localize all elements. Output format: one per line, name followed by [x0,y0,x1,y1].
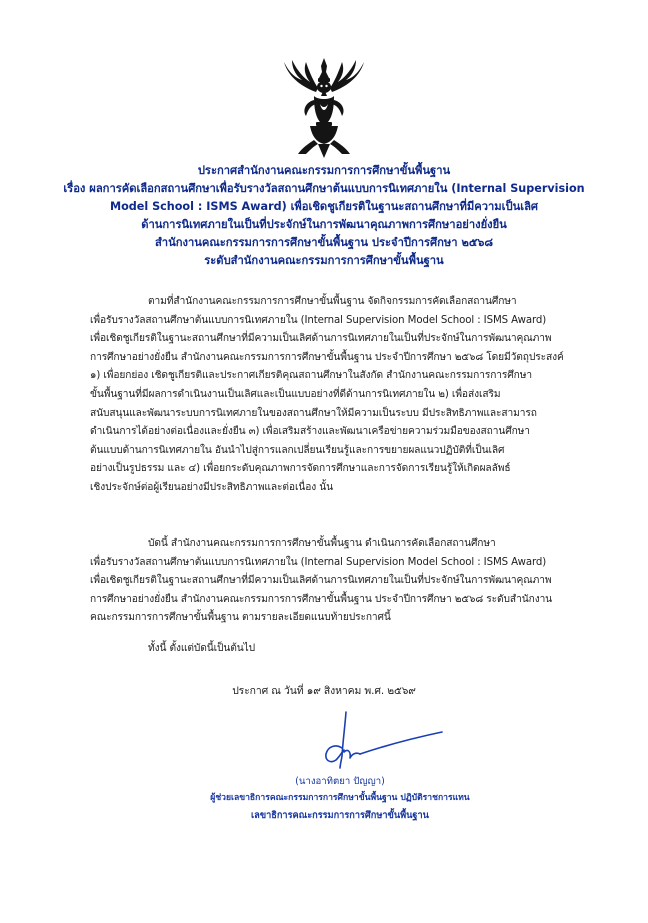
header-subject-line-5: ระดับสำนักงานคณะกรรมการการศึกษาขั้นพื้นฐาน [204,254,444,267]
paragraph-line: สนับสนุนและพัฒนาระบบการนิเทศภายในของสถานศึกษาให้มีความเป็นระบบ มีประสิทธิภาพและสามารถ [90,407,537,419]
paragraph-line: เพื่อเชิดชูเกียรติในฐานะสถานศึกษาที่มีความเป็นเลิศด้านการนิเทศภายในเป็นที่ประจักษ์ในการพัฒนาคุณภาพ [90,333,552,345]
header-title: ประกาศสำนักงานคณะกรรมการการศึกษาขั้นพื้นฐาน [197,164,451,177]
handwritten-signature [318,708,446,774]
signer-name: (นางอาทิตยา ปัญญา) [295,776,385,787]
header-subject-line-1: เรื่อง ผลการคัดเลือกสถานศึกษาเพื่อรับรางวัลสถานศึกษาต้นแบบการนิเทศภายใน (Internal Supervision [63,182,585,195]
garuda-emblem-icon [280,56,368,160]
header-subject-line-3: ด้านการนิเทศภายในเป็นที่ประจักษ์ในการพัฒนาคุณภาพการศึกษาอย่างยั่งยืน [141,218,507,231]
paragraph-line: คณะกรรมการการศึกษาขั้นพื้นฐาน ตามรายละเอียดแนบท้ายประกาศนี้ [90,612,391,624]
signer-title-1: ผู้ช่วยเลขาธิการคณะกรรมการการศึกษาขั้นพื้นฐาน ปฏิบัติราชการแทน [210,793,470,803]
paragraph-line: ดำเนินการได้อย่างต่อเนื่องและยั่งยืน ๓) เพื่อเสริมสร้างและพัฒนาเครือข่ายความร่วมมือของสถานศึกษา [90,426,530,438]
paragraph-line: เพื่อรับรางวัลสถานศึกษาต้นแบบการนิเทศภายใน (Internal Supervision Model School : ISMS Award) [90,556,547,568]
paragraph-line: ทั้งนี้ ตั้งแต่บัดนี้เป็นต้นไป [148,643,255,654]
paragraph-line: อย่างเป็นรูปธรรม และ ๔) เพื่อยกระดับคุณภาพการจัดการศึกษาและการจัดการเรียนรู้ให้เกิดผลลัพธ์ [90,463,511,475]
date-line: ประกาศ ณ วันที่ ๑๙ สิงหาคม พ.ศ. ๒๕๖๙ [232,685,416,697]
body-paragraph-2 [90,535,595,628]
signer-block [210,773,470,824]
paragraph-line: ต้นแบบด้านการนิเทศภายใน อันนำไปสู่การแลกเปลี่ยนเรียนรู้และการขยายผลแนวปฏิบัติที่เป็นเลิศ [90,444,505,456]
paragraph-line: ขั้นพื้นฐานที่มีผลการดำเนินงานเป็นเลิศและเป็นแบบอย่างที่ดีด้านการนิเทศภายใน ๒) เพื่อส่งเสริม [90,388,501,400]
paragraph-line: ๑) เพื่อยกย่อง เชิดชูเกียรติและประกาศเกียรติคุณสถานศึกษาในสังกัด สำนักงานคณะกรรมการการศึกษา [90,370,532,382]
paragraph-line: การศึกษาอย่างยั่งยืน สำนักงานคณะกรรมการการศึกษาขั้นพื้นฐาน ประจำปีการศึกษา ๒๕๖๘ ระดับสำนักงาน [90,593,553,605]
paragraph-line: ตามที่สำนักงานคณะกรรมการการศึกษาขั้นพื้นฐาน จัดกิจกรรมการคัดเลือกสถานศึกษา [148,296,517,307]
header-subject-line-4: สำนักงานคณะกรรมการการศึกษาขั้นพื้นฐาน ประจำปีการศึกษา ๒๕๖๘ [154,236,494,249]
paragraph-line: เพื่อรับรางวัลสถานศึกษาต้นแบบการนิเทศภายใน (Internal Supervision Model School : ISMS Award) [90,314,547,326]
announcement-header [30,162,618,270]
paragraph-line: เชิงประจักษ์ต่อผู้เรียนอย่างมีประสิทธิภาพและต่อเนื่อง นั้น [90,481,333,493]
paragraph-line: บัดนี้ สำนักงานคณะกรรมการการศึกษาขั้นพื้นฐาน ดำเนินการคัดเลือกสถานศึกษา [148,538,496,549]
header-subject-line-2: Model School : ISMS Award) เพื่อเชิดชูเกียรติในฐานะสถานศึกษาที่มีความเป็นเลิศ [109,200,539,213]
paragraph-line: เพื่อเชิดชูเกียรติในฐานะสถานศึกษาที่มีความเป็นเลิศด้านการนิเทศภายในเป็นที่ประจักษ์ในการพัฒนาคุณภาพ [90,575,552,587]
announcement-date [0,682,648,701]
body-paragraph-3 [90,640,595,659]
paragraph-line: การศึกษาอย่างยั่งยืน สำนักงานคณะกรรมการการศึกษาขั้นพื้นฐาน ประจำปีการศึกษา ๒๕๖๘ โดยมีวัตถุประสงค์ [90,351,564,363]
body-paragraph-1 [90,293,595,498]
signer-title-2: เลขาธิการคณะกรรมการการศึกษาขั้นพื้นฐาน [251,810,429,821]
